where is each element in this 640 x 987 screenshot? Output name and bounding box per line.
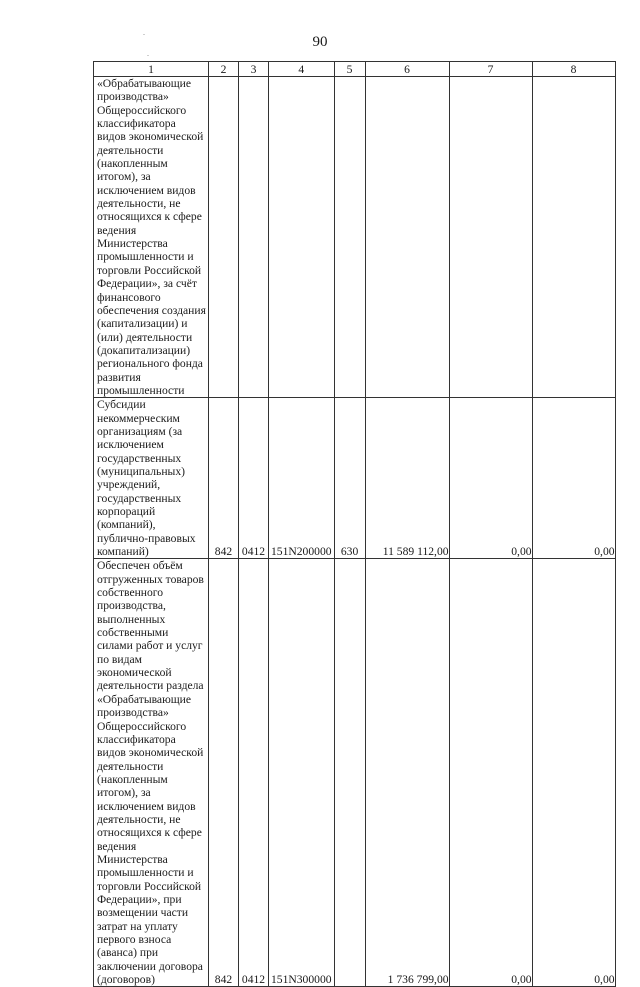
row-description: «Обрабатывающие производства» Общероссийского классификатора видов экономической деятельности (накопленным итогом), за исключением видов деятельности, не относящихся к сфере ведения Министерства промышленности и торговли Российской Федерации», за счёт финансового обеспечения создания (капитализации) и (или) деятельности (докапитализации) регионального фонда развития промышленности <box>94 77 209 398</box>
column-header: 2 <box>209 62 239 77</box>
ministry-code: 842 <box>209 559 239 987</box>
row-description: Обеспечен объём отгруженных товаров собственного производства, выполненных собственными силами работ и услуг по видам экономической деятельности раздела «Обрабатывающие производства» Общероссийского классификатора видов экономической деятельности (накопленным итогом), за исключением видов деятельности, не относящихся к сфере ведения Министерства промышленности и торговли Российской Федерации», при возмещении части затрат на уплату первого взноса (аванса) при заключении договора (договоров) <box>94 559 209 987</box>
amount-year-2: 0,00 <box>449 398 532 559</box>
amount-year-3: 0,00 <box>532 559 615 987</box>
table-row <box>94 559 616 987</box>
amount-year-2: 0,00 <box>449 559 532 987</box>
column-header: 8 <box>532 62 615 77</box>
row-description: Субсидии некоммерческим организациям (за исключением государственных (муниципальных) учреждений, государственных корпораций (компаний), публично-правовых компаний) <box>94 398 209 559</box>
amount-year-1 <box>365 77 449 398</box>
budget-table <box>93 61 616 987</box>
table-row <box>94 77 616 398</box>
table-header-row <box>94 62 616 77</box>
expense-type-code <box>334 559 365 987</box>
section-code: 0412 <box>239 559 269 987</box>
column-header: 6 <box>365 62 449 77</box>
scan-speck <box>143 34 145 35</box>
column-header: 7 <box>449 62 532 77</box>
amount-year-3: 0,00 <box>532 398 615 559</box>
ministry-code <box>209 77 239 398</box>
ministry-code: 842 <box>209 398 239 559</box>
column-header: 5 <box>334 62 365 77</box>
scan-speck <box>147 55 149 56</box>
target-article-code: 151N300000 <box>269 559 335 987</box>
target-article-code: 151N200000 <box>269 398 335 559</box>
column-header: 1 <box>94 62 209 77</box>
section-code: 0412 <box>239 398 269 559</box>
column-header: 4 <box>269 62 335 77</box>
column-header: 3 <box>239 62 269 77</box>
section-code <box>239 77 269 398</box>
amount-year-2 <box>449 77 532 398</box>
target-article-code <box>269 77 335 398</box>
table-row <box>94 398 616 559</box>
amount-year-1: 1 736 799,00 <box>365 559 449 987</box>
amount-year-1: 11 589 112,00 <box>365 398 449 559</box>
expense-type-code: 630 <box>334 398 365 559</box>
page-number: 90 <box>312 34 328 50</box>
amount-year-3 <box>532 77 615 398</box>
expense-type-code <box>334 77 365 398</box>
